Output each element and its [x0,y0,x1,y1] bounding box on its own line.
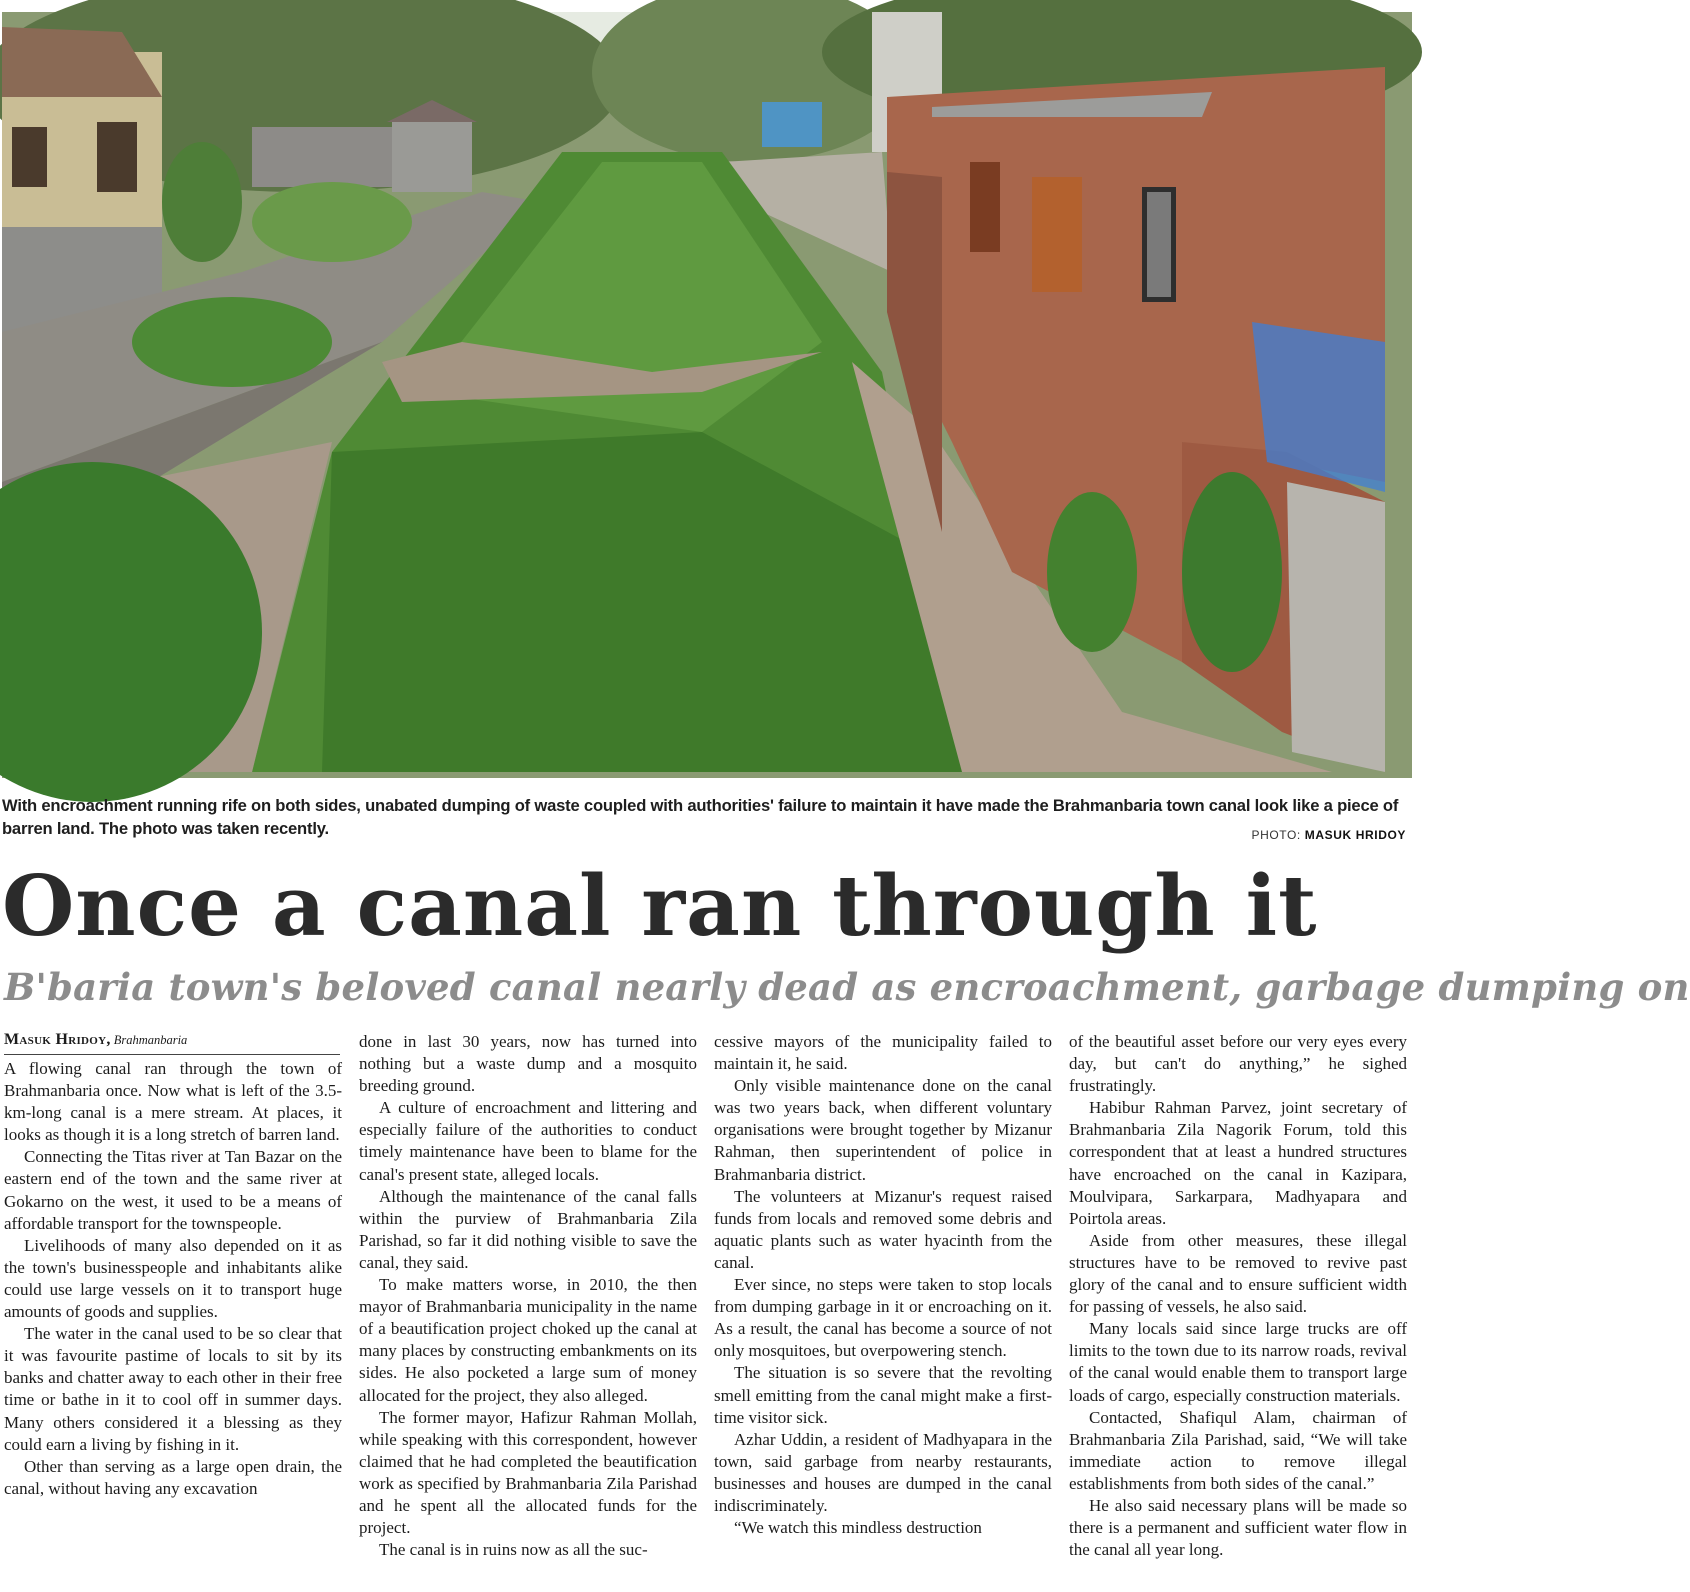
paragraph: The situation is so severe that the revolting smell emitting from the canal might make a first-time visitor sick. [714,1363,1052,1427]
canal-photo-illustration [2,12,1412,778]
canal-photo [2,12,1412,778]
paragraph: Livelihoods of many also depended on it as the town's businesspeople and inhabitants alike could use large vessels on it to transport huge amounts of goods and supplies. [4,1235,342,1322]
paragraph: Only visible maintenance done on the canal was two years back, when different voluntary organisations were brought together by Mizanur Rahman, then superintendent of police in Brahmanbaria district. [714,1076,1052,1184]
photo-caption: With encroachment running rife on both sides, unabated dumping of waste coupled with authorities' failure to maintain it have made the Brahmanbaria town canal look like a piece of barren land. The photo was taken recently. [2,796,1399,838]
paragraph: done in last 30 years, now has turned into nothing but a waste dump and a mosquito breeding ground. [359,1032,697,1096]
photo-credit [1251,828,1406,842]
paragraph: of the beautiful asset before our very eyes every day, but can't do anything,” he sighed frustratingly. [1069,1032,1407,1096]
paragraph: cessive mayors of the municipality failed to maintain it, he said. [714,1032,1052,1074]
paragraph: The water in the canal used to be so clear that it was favourite pastime of locals to sit by its banks and chatter away to each other in their free time or bathe in it to cool off in summer days. Many others considered it a blessing as they could earn a living by fishing in it. [4,1324,342,1454]
paragraph: “We watch this mindless destruction [734,1518,982,1538]
paragraph: To make matters worse, in 2010, the then mayor of Brahmanbaria municipality in the name of a beautification project choked up the canal at many places by constructing embankments on its sides. He also pocketed a large sum of money allocated for the project, they also alleged. [359,1275,697,1405]
byline [4,1031,340,1055]
paragraph: He also said necessary plans will be made so there is a permanent and sufficient water flow in the canal all year long. [1069,1495,1407,1560]
paragraph: Habibur Rahman Parvez, joint secretary of Brahmanbaria Zila Nagorik Forum, told this correspondent that at least a hundred structures have encroached on the canal in Kazipara, Moulvipara, Sarkarpara, Madhyapara and Poirtola areas. [1069,1098,1407,1228]
paragraph: Ever since, no steps were taken to stop locals from dumping garbage in it or encroaching on it. As a result, the canal has become a source of not only mosquitoes, but overpowering stench. [714,1275,1052,1361]
headline: Once a canal ran through it [2,857,1318,955]
subhead: B'baria town's beloved canal nearly dead as encroachment, garbage dumping on [4,965,1690,1009]
article-column-3 [714,1031,1052,1592]
photo-credit-name: MASUK HRIDOY [1304,828,1406,842]
byline-author: Masuk Hridoy, [4,1031,111,1048]
paragraph: A flowing canal ran through the town of Brahmanbaria once. Now what is left of the 3.5-km-long canal is a mere stream. At places, it looks as though it is a long stretch of barren land. [4,1059,342,1145]
paragraph: Aside from other measures, these illegal structures have to be removed to revive past glory of the canal and to ensure sufficient width for passing of vessels, he also said. [1069,1230,1407,1317]
byline-place: Brahmanbaria [113,1033,188,1047]
photo-credit-label: PHOTO: [1251,828,1301,842]
article-column-4 [1069,1031,1407,1592]
paragraph: A culture of encroachment and littering and especially failure of the authorities to conduct timely maintenance have been to blame for the canal's present state, alleged locals. [359,1098,697,1184]
paragraph: Azhar Uddin, a resident of Madhyapara in the town, said garbage from nearby restaurants, businesses and houses are dumped in the canal indiscriminately. [714,1429,1052,1515]
paragraph: Contacted, Shafiqul Alam, chairman of Brahmanbaria Zila Parishad, said, “We will take immediate action to remove illegal establishments from both sides of the canal.” [1069,1407,1407,1493]
paragraph: The volunteers at Mizanur's request raised funds from locals and removed some debris and aquatic plants such as water hyacinth from the canal. [714,1186,1052,1272]
paragraph: The former mayor, Hafizur Rahman Mollah, while speaking with this correspondent, however claimed that he had completed the beautification work as specified by Brahmanbaria Zila Parishad and he spent all the allocated funds for the project. [359,1407,697,1538]
paragraph: Many locals said since large trucks are off limits to the town due to its narrow roads, revival of the canal would enable them to transport large loads of cargo, especially construction materials. [1069,1319,1407,1405]
paragraph: Connecting the Titas river at Tan Bazar on the eastern end of the town and the same river at Gokarno on the west, it used to be a means of affordable transport for the townspeople. [4,1147,342,1233]
paragraph: Other than serving as a large open drain, the canal, without having any excavation [4,1456,342,1498]
article-column-2 [359,1031,697,1592]
paragraph: The canal is in ruins now as all the suc- [379,1540,648,1560]
article-column-1 [4,1058,342,1592]
paragraph: Although the maintenance of the canal falls within the purview of Brahmanbaria Zila Parishad, so far it did nothing visible to save the canal, they said. [359,1186,697,1272]
